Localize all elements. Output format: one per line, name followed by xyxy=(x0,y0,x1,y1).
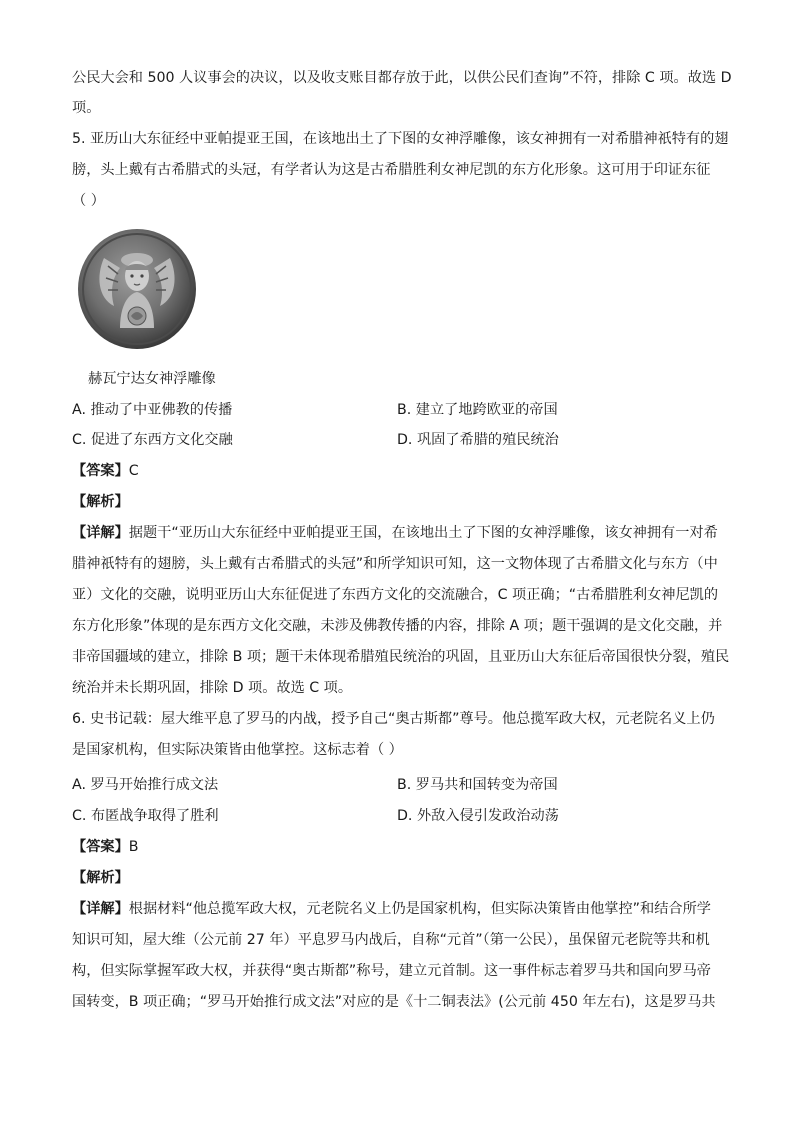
detail-line: 知识可知，屋大维（公元前 27 年）平息罗马内战后，自称“元首”（第一公民），虽保留元老院等共和机 xyxy=(72,932,710,948)
question-5-stem: 5. 亚历山大东征经中亚帕提亚王国，在该地出土了下图的女神浮雕像，该女神拥有一对希腊神祇特有的翅 xyxy=(72,131,729,147)
detail-text: 根据材料“他总揽军政大权，元老院名义上仍是国家机构，但实际决策皆由他掌控”和结合所学 xyxy=(128,901,711,917)
option-d: D. 巩固了希腊的殖民统治 xyxy=(397,432,559,448)
option-b: B. 建立了地跨欧亚的帝国 xyxy=(397,402,558,418)
text-line: 项。 xyxy=(72,100,101,116)
answer-label: 【答案】 xyxy=(72,839,129,855)
answer-value: C xyxy=(128,463,139,479)
detail-line: 东方化形象”体现的是东西方文化交融，未涉及佛教传播的内容，排除 A 项；题干强调的是文化交融，并 xyxy=(72,618,723,634)
option-c: C. 布匿战争取得了胜利 xyxy=(72,808,219,824)
question-6-stem: 是国家机构，但实际决策皆由他掌控。这标志着（ ） xyxy=(72,742,403,758)
detail-line: 腊神祇特有的翅膀，头上戴有古希腊式的头冠”和所学知识可知，这一文物体现了古希腊文化与东方（中 xyxy=(72,556,718,572)
detail-line: 统治并未长期巩固，排除 D 项。故选 C 项。 xyxy=(72,680,353,696)
answer-line xyxy=(72,837,732,857)
option-c: C. 促进了东西方文化交融 xyxy=(72,432,233,448)
detail-line xyxy=(72,899,732,919)
option-d: D. 外敌入侵引发政治动荡 xyxy=(397,808,559,824)
question-5-stem: 膀，头上戴有古希腊式的头冠，有学者认为这是古希腊胜利女神尼凯的东方化形象。这可用于印证东征 xyxy=(72,162,711,178)
detail-line xyxy=(72,523,732,543)
question-6-stem: 6. 史书记载：屋大维平息了罗马的内战，授予自己“奥古斯都”尊号。他总揽军政大权，元老院名义上仍 xyxy=(72,711,715,727)
question-5-bracket: （ ） xyxy=(72,193,105,209)
image-caption: 赫瓦宁达女神浮雕像 xyxy=(88,371,216,387)
detail-line: 非帝国疆域的建立，排除 B 项；题干未体现希腊殖民统治的巩固，且亚历山大东征后帝国很快分裂，殖民 xyxy=(72,649,730,665)
answer-value: B xyxy=(128,839,139,855)
detail-text: 据题干“亚历山大东征经中亚帕提亚王国，在该地出土了下图的女神浮雕像，该女神拥有一对希 xyxy=(128,525,718,541)
analysis-label: 【解析】 xyxy=(72,494,129,510)
detail-line: 亚）文化的交融，说明亚历山大东征促进了东西方文化的交流融合，C 项正确；“古希腊胜利女神尼凯的 xyxy=(72,587,719,603)
option-b: B. 罗马共和国转变为帝国 xyxy=(397,777,558,793)
analysis-label: 【解析】 xyxy=(72,870,129,886)
answer-label: 【答案】 xyxy=(72,463,129,479)
option-a: A. 推动了中亚佛教的传播 xyxy=(72,402,233,418)
detail-line: 国转变，B 项正确；“罗马开始推行成文法”对应的是《十二铜表法》(公元前 450 年左右)，这是罗马共 xyxy=(72,994,716,1010)
detail-line: 构，但实际掌握军政大权，并获得“奥古斯都”称号，建立元首制。这一事件标志着罗马共和国向罗马帝 xyxy=(72,963,711,979)
detail-label: 【详解】 xyxy=(72,525,129,541)
detail-label: 【详解】 xyxy=(72,901,129,917)
goddess-relief-coin-image xyxy=(76,228,198,350)
option-a: A. 罗马开始推行成文法 xyxy=(72,777,219,793)
text-line: 公民大会和 500 人议事会的决议，以及收支账目都存放于此，以供公民们查询”不符，排除 C 项。故选 D xyxy=(72,70,732,86)
answer-line xyxy=(72,461,732,481)
